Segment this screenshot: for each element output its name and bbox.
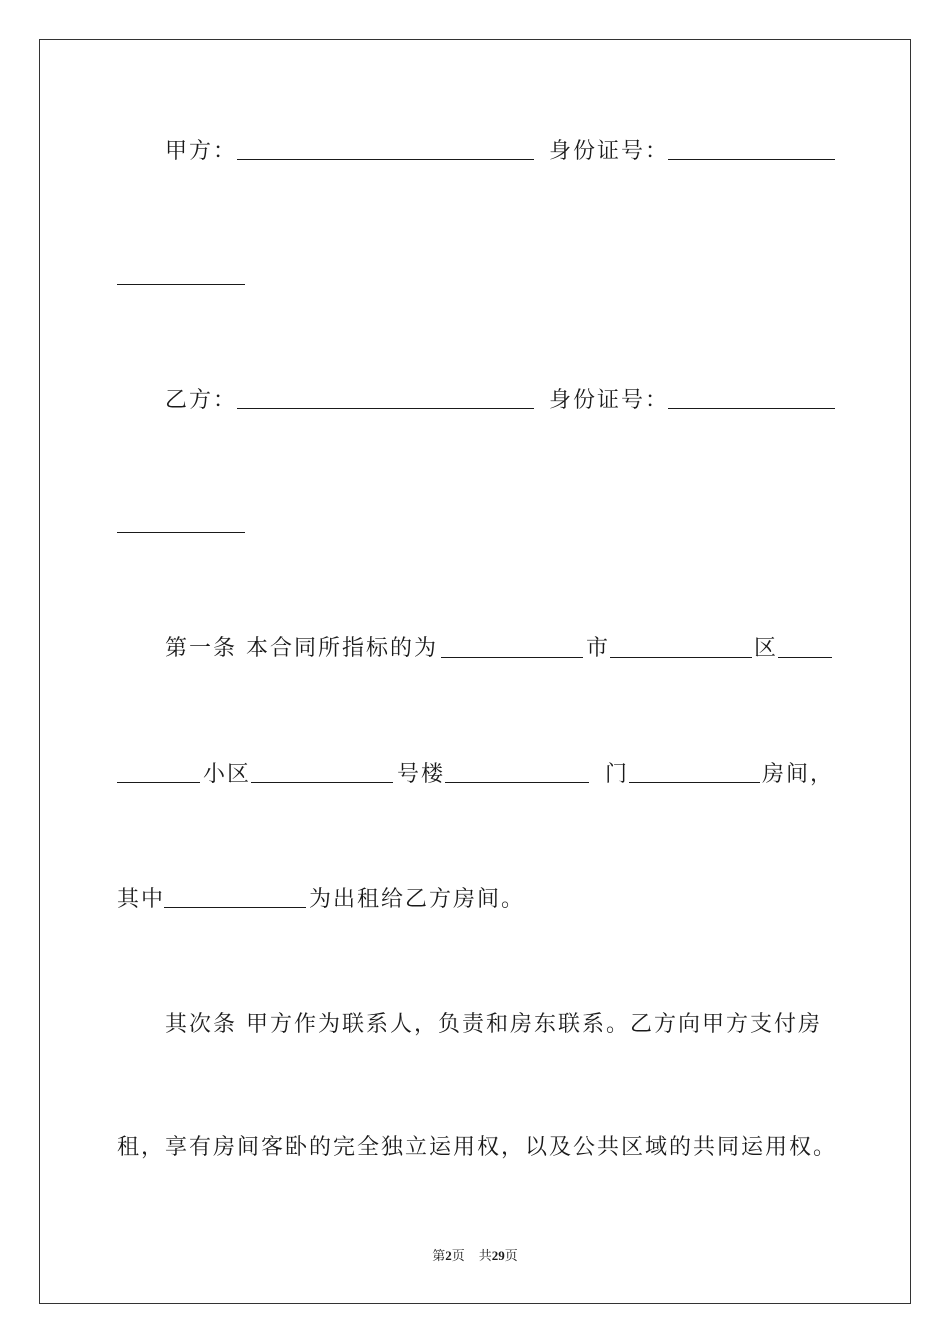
party-b-id-blank-continued[interactable] [117, 532, 245, 533]
building-label: 号楼 [397, 762, 446, 787]
article1-prefix: 第一条 本合同所指标的为 [165, 636, 438, 661]
page-suffix: 页 [451, 1248, 465, 1263]
party-a-id-blank-continued[interactable] [117, 284, 245, 285]
total-suffix: 页 [504, 1248, 518, 1263]
community-blank[interactable] [778, 657, 832, 658]
party-b-id-blank[interactable] [668, 408, 835, 409]
rental-room-blank[interactable] [164, 907, 306, 908]
district-label: 区 [754, 636, 779, 661]
page-frame [39, 39, 911, 1304]
city-blank[interactable] [441, 657, 583, 658]
rent-to-label: 为出租给乙方房间。 [309, 887, 526, 912]
room-blank[interactable] [629, 782, 760, 783]
article2-line2: 租，享有房间客卧的完全独立运用权，以及公共区域的共同运用权。 [117, 1135, 838, 1160]
party-b-label: 乙方： [165, 388, 238, 413]
party-b-name-blank[interactable] [237, 408, 534, 409]
unit-label: 门 [605, 762, 630, 787]
page-prefix: 第 [432, 1248, 446, 1263]
party-a-name-blank[interactable] [237, 159, 534, 160]
article2-line1: 其次条 甲方作为联系人，负责和房东联系。乙方向甲方支付房 [165, 1012, 822, 1037]
community-label: 小区 [203, 762, 252, 787]
party-a-id-blank[interactable] [668, 159, 835, 160]
unit-blank[interactable] [445, 782, 589, 783]
district-blank[interactable] [610, 657, 752, 658]
total-pages: 29 [491, 1248, 505, 1263]
building-blank[interactable] [251, 782, 393, 783]
party-a-label: 甲方： [165, 139, 238, 164]
room-label: 房间， [762, 762, 835, 787]
page-footer [0, 1248, 950, 1264]
among-label: 其中 [117, 887, 166, 912]
community-blank-continued[interactable] [117, 782, 200, 783]
party-b-id-label: 身份证号： [549, 388, 670, 413]
party-a-id-label: 身份证号： [549, 139, 670, 164]
total-prefix: 共 [478, 1248, 492, 1263]
page-number: 2 [445, 1248, 452, 1263]
city-label: 市 [586, 636, 611, 661]
